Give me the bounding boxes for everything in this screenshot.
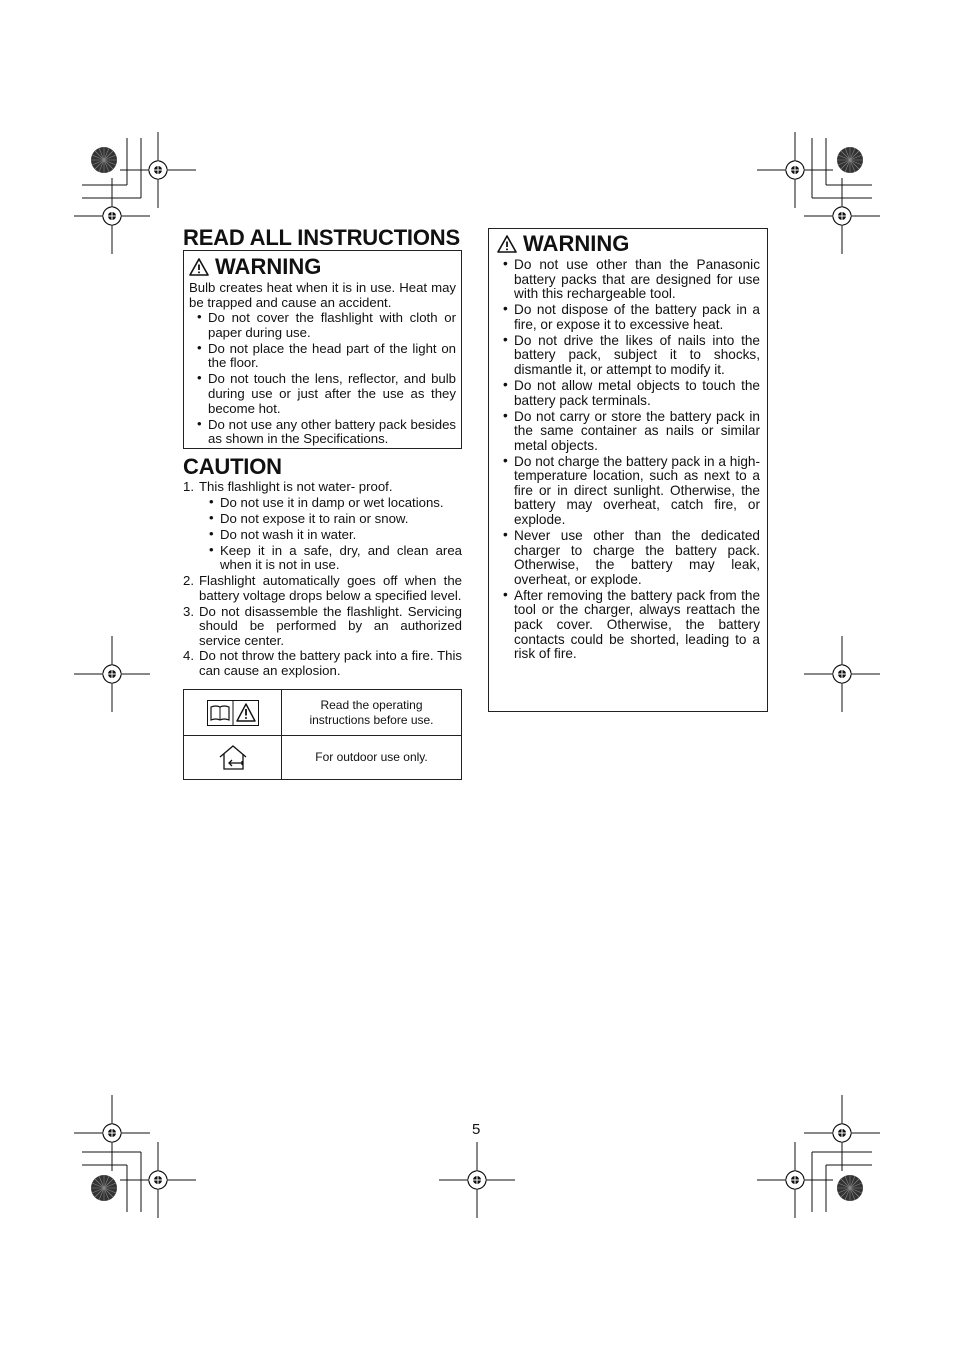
list-item: • Do not expose it to rain or snow. bbox=[207, 512, 462, 527]
caution-item-text: Do not throw the battery pack into a fire. This can cause an explosion. bbox=[199, 648, 462, 679]
crosshair-mark-top-right-b bbox=[804, 178, 880, 254]
crosshair-mark-top-left-a bbox=[120, 132, 196, 208]
symbol-description: For outdoor use only. bbox=[282, 736, 462, 780]
caution-heading: CAUTION bbox=[183, 454, 282, 479]
symbol-cell bbox=[184, 736, 282, 780]
crosshair-mark-bottom-left-a bbox=[120, 1142, 196, 1218]
list-item: • Do not use it in damp or wet locations. bbox=[207, 496, 462, 511]
symbols-table bbox=[183, 689, 462, 780]
list-item: • After removing the battery pack from the tool or the charger, always reattach the pack cover. Otherwise, the battery contacts could be shorted, leading to a risk of fire. bbox=[501, 589, 760, 662]
left-warning-title bbox=[189, 255, 456, 279]
list-item: • Do not use other than the Panasonic battery packs that are designed for use with this rechargeable tool. bbox=[501, 258, 760, 302]
symbol-cell bbox=[184, 690, 282, 736]
starburst-mark-bottom-right bbox=[837, 1175, 863, 1201]
caution-item-number: 4. bbox=[183, 648, 194, 664]
caution-item-text: This flashlight is not water- proof. bbox=[199, 479, 393, 494]
table-row bbox=[184, 690, 462, 736]
list-item: • Do not touch the lens, reflector, and bulb during use or just after the use as they become hot. bbox=[195, 372, 456, 416]
caution-item-2 bbox=[183, 574, 462, 603]
warning-triangle-icon bbox=[497, 235, 517, 253]
caution-item-1 bbox=[183, 480, 462, 573]
book-warning-icon bbox=[207, 700, 259, 726]
caution-item-4 bbox=[183, 649, 462, 678]
caution-item-number: 1. bbox=[183, 479, 194, 494]
list-item: • Do not place the head part of the light on the floor. bbox=[195, 342, 456, 371]
crosshair-mark-bottom-center bbox=[439, 1142, 515, 1218]
caution-item-number: 3. bbox=[183, 603, 194, 619]
list-item: • Never use other than the dedicated charger to charge the battery pack. Otherwise, the battery may leak, overheat, or explode. bbox=[501, 529, 760, 587]
right-warning-title-text: WARNING bbox=[523, 231, 630, 256]
warning-triangle-icon bbox=[189, 258, 209, 276]
left-warning-title-text: WARNING bbox=[215, 254, 322, 279]
caution-item-text: Flashlight automatically goes off when the battery voltage drops below a specified level. bbox=[199, 573, 462, 603]
left-warning-box bbox=[183, 250, 462, 449]
caution-sub-list bbox=[199, 496, 462, 573]
crosshair-mark-top-left-b bbox=[74, 178, 150, 254]
list-item: • Keep it in a safe, dry, and clean area when it is not in use. bbox=[207, 544, 462, 573]
caution-list bbox=[183, 480, 462, 680]
table-row bbox=[184, 736, 462, 780]
right-warning-list bbox=[497, 258, 760, 662]
left-warning-intro: Bulb creates heat when it is in use. Heat may be trapped and cause an accident. bbox=[189, 280, 456, 310]
left-warning-list bbox=[189, 311, 456, 447]
crosshair-mark-bottom-left-b bbox=[74, 1095, 150, 1171]
list-item: • Do not wash it in water. bbox=[207, 528, 462, 543]
list-item: • Do not use any other battery pack besides as shown in the Specifications. bbox=[195, 418, 456, 447]
list-item: • Do not dispose of the battery pack in a fire, or expose it to excessive heat. bbox=[501, 303, 760, 332]
crosshair-mark-top-right-a bbox=[757, 132, 833, 208]
list-item: • Do not allow metal objects to touch the battery pack terminals. bbox=[501, 379, 760, 408]
symbol-description: Read the operating instructions before use. bbox=[282, 690, 462, 736]
list-item: • Do not charge the battery pack in a high-temperature location, such as next to a fire or in direct sunlight. Otherwise, the battery may overheat, catch fire, or explode. bbox=[501, 455, 760, 528]
right-warning-box bbox=[488, 228, 768, 712]
outdoor-house-icon bbox=[216, 744, 250, 772]
caution-item-number: 2. bbox=[183, 573, 194, 589]
starburst-mark-top-right bbox=[837, 147, 863, 173]
crosshair-mark-bottom-right-b bbox=[804, 1095, 880, 1171]
caution-item-text: Do not disassemble the flashlight. Servicing should be performed by an authorized service center. bbox=[199, 603, 462, 648]
list-item: • Do not carry or store the battery pack in the same container as nails or similar metal objects. bbox=[501, 410, 760, 454]
starburst-mark-bottom-left bbox=[91, 1175, 117, 1201]
list-item: • Do not cover the flashlight with cloth or paper during use. bbox=[195, 311, 456, 340]
crosshair-mark-mid-right bbox=[804, 636, 880, 712]
right-warning-title bbox=[497, 232, 760, 256]
list-item: • Do not drive the likes of nails into the battery pack, subject it to shocks, dismantle it, or attempt to modify it. bbox=[501, 334, 760, 378]
page-number: 5 bbox=[472, 1121, 481, 1138]
crosshair-mark-mid-left bbox=[74, 636, 150, 712]
read-all-instructions-heading: READ ALL INSTRUCTIONS bbox=[183, 225, 460, 250]
caution-item-3 bbox=[183, 605, 462, 649]
crosshair-mark-bottom-right-a bbox=[757, 1142, 833, 1218]
starburst-mark-top-left bbox=[91, 147, 117, 173]
